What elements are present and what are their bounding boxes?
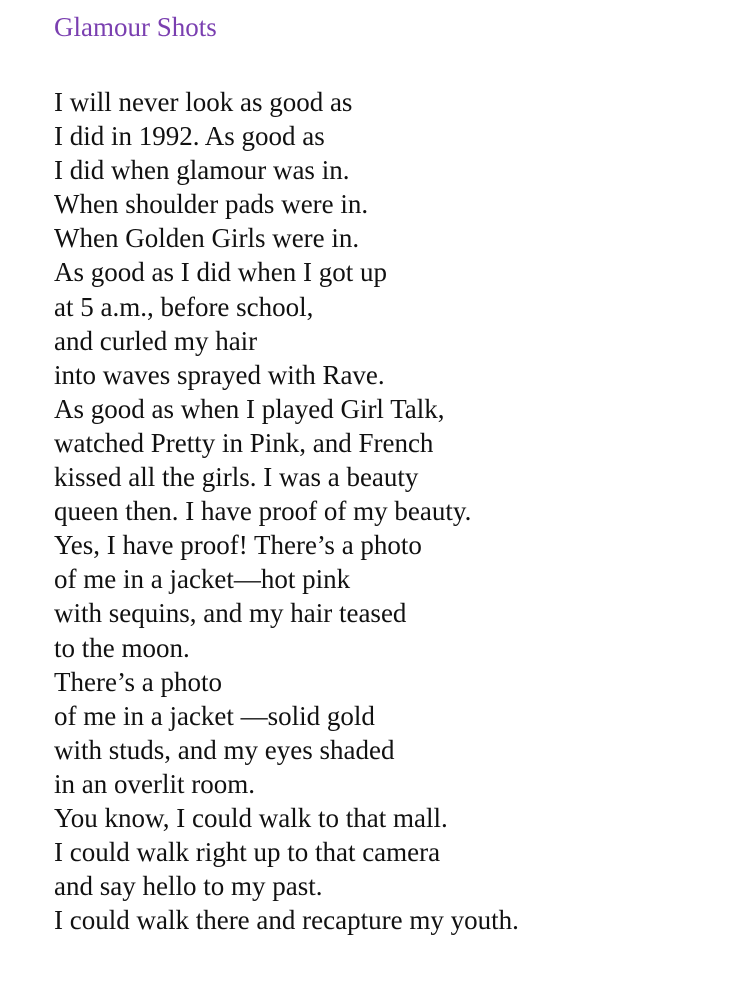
- poem-line: into waves sprayed with Rave.: [54, 359, 385, 390]
- poem-line: kissed all the girls. I was a beauty: [54, 462, 419, 493]
- poem-line: There’s a photo: [54, 666, 222, 697]
- poem-title: Glamour Shots: [54, 12, 217, 42]
- poem-line: in an overlit room.: [54, 768, 255, 799]
- poem-line: with sequins, and my hair teased: [54, 598, 407, 629]
- poem-line: queen then. I have proof of my beauty.: [54, 496, 472, 527]
- poem-line: I did in 1992. As good as: [54, 121, 325, 152]
- poem-line: I could walk right up to that camera: [54, 837, 441, 868]
- poem-line: You know, I could walk to that mall.: [54, 802, 448, 833]
- poem-body: [54, 85, 723, 937]
- poem-line: When Golden Girls were in.: [54, 223, 360, 254]
- poem-line: and say hello to my past.: [54, 871, 323, 902]
- poem-line: at 5 a.m., before school,: [54, 291, 314, 322]
- poem-line: As good as I did when I got up: [54, 257, 387, 288]
- poem-line: As good as when I played Girl Talk,: [54, 393, 445, 424]
- poem-line: I could walk there and recapture my youth.: [54, 905, 519, 936]
- poem-line: of me in a jacket—hot pink: [54, 564, 351, 595]
- poem-line: watched Pretty in Pink, and French: [54, 427, 434, 458]
- poem-line: When shoulder pads were in.: [54, 189, 369, 220]
- poem-line: of me in a jacket —solid gold: [54, 700, 375, 731]
- poem-line: to the moon.: [54, 632, 190, 663]
- poem-line: Yes, I have proof! There’s a photo: [54, 530, 422, 561]
- poem-line: I will never look as good as: [54, 87, 353, 117]
- poem-page: [54, 10, 723, 937]
- poem-line: with studs, and my eyes shaded: [54, 734, 395, 765]
- poem-line: and curled my hair: [54, 325, 258, 356]
- poem-line: I did when glamour was in.: [54, 155, 350, 186]
